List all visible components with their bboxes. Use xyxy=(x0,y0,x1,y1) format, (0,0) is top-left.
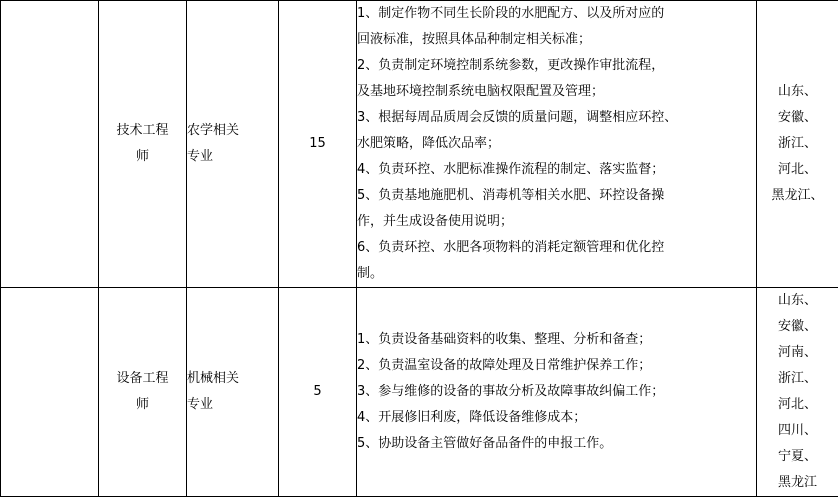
major-line: 专业 xyxy=(187,392,278,418)
region-line: 河南、 xyxy=(757,340,838,366)
region-line: 安徽、 xyxy=(757,105,838,131)
region-line: 四川、 xyxy=(757,418,838,444)
major-requirement-cell xyxy=(187,1,279,288)
duty-line: 5、负责基地施肥机、消毒机等相关水肥、环控设备操 xyxy=(357,183,756,209)
headcount-cell: 5 xyxy=(279,288,357,497)
region-line: 浙江、 xyxy=(757,131,838,157)
duty-line: 及基地环境控制系统电脑权限配置及管理； xyxy=(357,79,756,105)
position-title-line: 设备工程 xyxy=(99,366,186,392)
position-title-line: 师 xyxy=(99,392,186,418)
row-spacer-cell xyxy=(1,1,99,288)
duty-line: 2、负责温室设备的故障处理及日常维护保养工作； xyxy=(357,353,756,379)
position-title-line: 师 xyxy=(99,144,186,170)
duty-line: 水肥策略，降低次品率； xyxy=(357,131,756,157)
region-line: 安徽、 xyxy=(757,314,838,340)
region-line: 河北、 xyxy=(757,157,838,183)
table-row xyxy=(1,1,838,288)
row-spacer-cell xyxy=(1,288,99,497)
position-title-cell xyxy=(99,1,187,288)
region-line: 山东、 xyxy=(757,288,838,314)
work-location-cell xyxy=(757,1,838,288)
duty-line: 5、协助设备主管做好备品备件的申报工作。 xyxy=(357,431,756,457)
major-line: 农学相关 xyxy=(187,118,278,144)
region-line: 河北、 xyxy=(757,392,838,418)
position-title-cell xyxy=(99,288,187,497)
region-line: 宁夏、 xyxy=(757,444,838,470)
duty-line: 4、负责环控、水肥标准操作流程的制定、落实监督； xyxy=(357,157,756,183)
duty-line: 作，并生成设备使用说明； xyxy=(357,209,756,235)
position-title-line: 技术工程 xyxy=(99,118,186,144)
major-line: 专业 xyxy=(187,144,278,170)
job-duties-cell xyxy=(357,1,757,288)
region-line: 黑龙江 xyxy=(757,470,838,496)
duty-line: 6、负责环控、水肥各项物料的消耗定额管理和优化控 xyxy=(357,235,756,261)
major-line: 机械相关 xyxy=(187,366,278,392)
work-location-cell xyxy=(757,288,838,497)
region-line: 山东、 xyxy=(757,79,838,105)
duty-line: 1、负责设备基础资料的收集、整理、分析和备查； xyxy=(357,327,756,353)
region-line: 浙江、 xyxy=(757,366,838,392)
duty-line: 2、负责制定环境控制系统参数，更改操作审批流程， xyxy=(357,53,756,79)
region-line: 黑龙江、 xyxy=(757,183,838,209)
job-duties-cell xyxy=(357,288,757,497)
duty-line: 回液标准，按照具体品种制定相关标准； xyxy=(357,27,756,53)
headcount-cell: 15 xyxy=(279,1,357,288)
duty-line: 1、制定作物不同生长阶段的水肥配方、以及所对应的 xyxy=(357,1,756,27)
duty-line: 4、开展修旧利废，降低设备维修成本； xyxy=(357,405,756,431)
table-row xyxy=(1,288,838,497)
major-requirement-cell xyxy=(187,288,279,497)
duty-line: 3、参与维修的设备的事故分析及故障事故纠偏工作； xyxy=(357,379,756,405)
duty-line: 3、根据每周品质周会反馈的质量问题，调整相应环控、 xyxy=(357,105,756,131)
duty-line: 制。 xyxy=(357,261,756,287)
